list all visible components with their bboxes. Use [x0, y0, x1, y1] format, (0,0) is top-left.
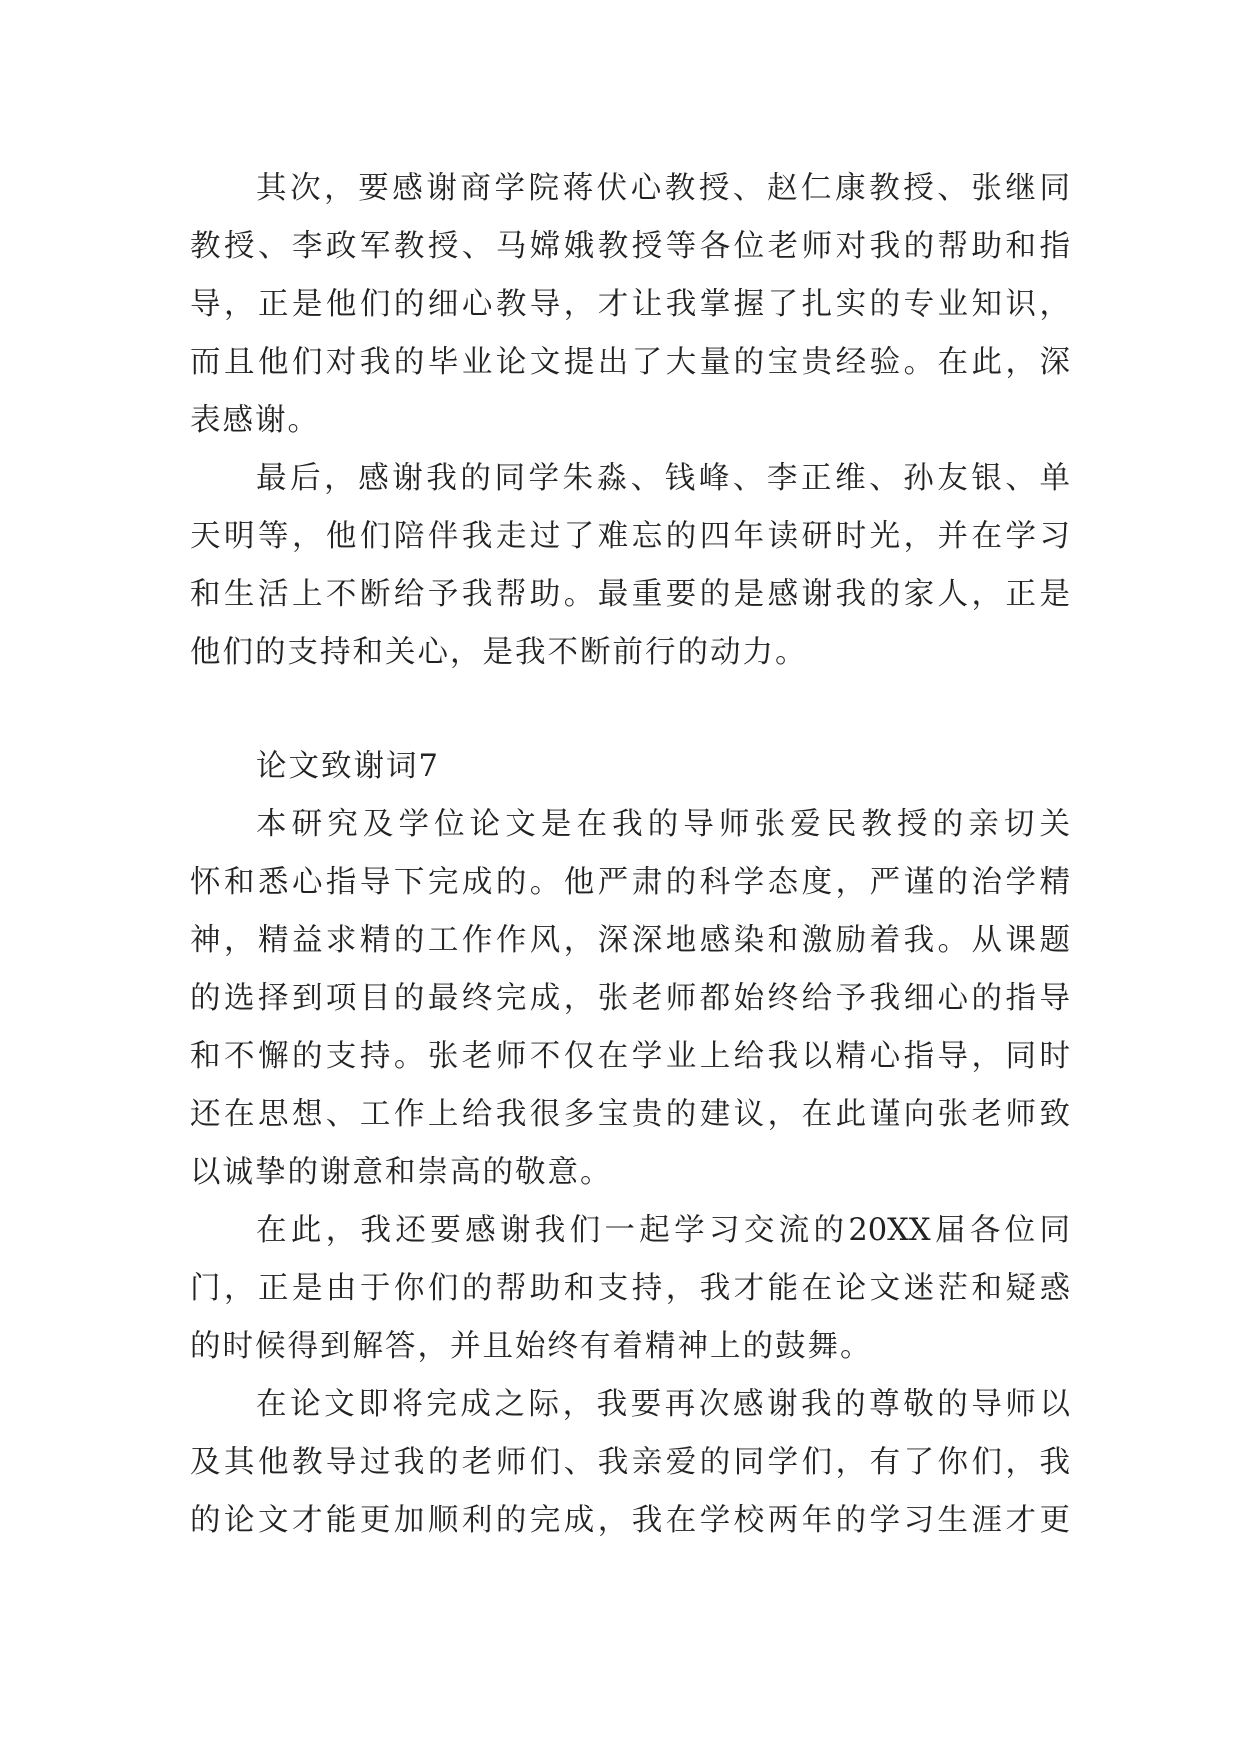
- paragraph-line: 的论文才能更加顺利的完成，我在学校两年的学习生涯才更: [190, 1503, 1070, 1538]
- paragraph-line: 而且他们对我的毕业论文提出了大量的宝贵经验。在此，深: [190, 345, 1070, 380]
- paragraph-line: 在论文即将完成之际，我要再次感谢我的尊敬的导师以: [256, 1387, 1070, 1422]
- section-heading: 论文致谢词7: [256, 749, 440, 784]
- paragraph-line: 及其他教导过我的老师们、我亲爱的同学们，有了你们，我: [190, 1445, 1070, 1480]
- paragraph-thanks-professors: [190, 160, 1070, 450]
- paragraph-thanks-fellow-students: [190, 1202, 1070, 1376]
- paragraph-line: 的时候得到解答，并且始终有着精神上的鼓舞。: [190, 1329, 873, 1364]
- paragraph-line: 和不懈的支持。张老师不仅在学业上给我以精心指导，同时: [190, 1039, 1070, 1074]
- paragraph-line: 其次，要感谢商学院蒋伏心教授、赵仁康教授、张继同: [256, 171, 1070, 206]
- document-body: [190, 160, 1070, 1550]
- paragraph-line: 神，精益求精的工作作风，深深地感染和激励着我。从课题: [190, 923, 1070, 958]
- paragraph-thanks-classmates: [190, 450, 1070, 682]
- paragraph-line: 以诚挚的谢意和崇高的敬意。: [190, 1155, 613, 1190]
- paragraph-line: 的选择到项目的最终完成，张老师都始终给予我细心的指导: [190, 981, 1070, 1016]
- paragraph-line: 导，正是他们的细心教导，才让我掌握了扎实的专业知识，: [190, 287, 1070, 322]
- paragraph-line: 天明等，他们陪伴我走过了难忘的四年读研时光，并在学习: [190, 519, 1070, 554]
- paragraph-final-thanks: [190, 1376, 1070, 1550]
- paragraph-line: 在此，我还要感谢我们一起学习交流的20XX届各位同: [256, 1213, 1070, 1248]
- paragraph-line: 教授、李政军教授、马嫦娥教授等各位老师对我的帮助和指: [190, 229, 1070, 264]
- paragraph-line: 怀和悉心指导下完成的。他严肃的科学态度，严谨的治学精: [190, 865, 1070, 900]
- paragraph-line: 门，正是由于你们的帮助和支持，我才能在论文迷茫和疑惑: [190, 1271, 1070, 1306]
- paragraph-line: 还在思想、工作上给我很多宝贵的建议，在此谨向张老师致: [190, 1097, 1070, 1132]
- paragraph-line: 本研究及学位论文是在我的导师张爱民教授的亲切关: [256, 807, 1070, 842]
- paragraph-line: 和生活上不断给予我帮助。最重要的是感谢我的家人，正是: [190, 577, 1070, 612]
- paragraph-line: 表感谢。: [190, 403, 320, 438]
- paragraph-thanks-advisor: [190, 796, 1070, 1202]
- section-gap: [190, 682, 1070, 738]
- paragraph-line: 他们的支持和关心，是我不断前行的动力。: [190, 635, 808, 670]
- paragraph-line: 最后，感谢我的同学朱淼、钱峰、李正维、孙友银、单: [256, 461, 1070, 496]
